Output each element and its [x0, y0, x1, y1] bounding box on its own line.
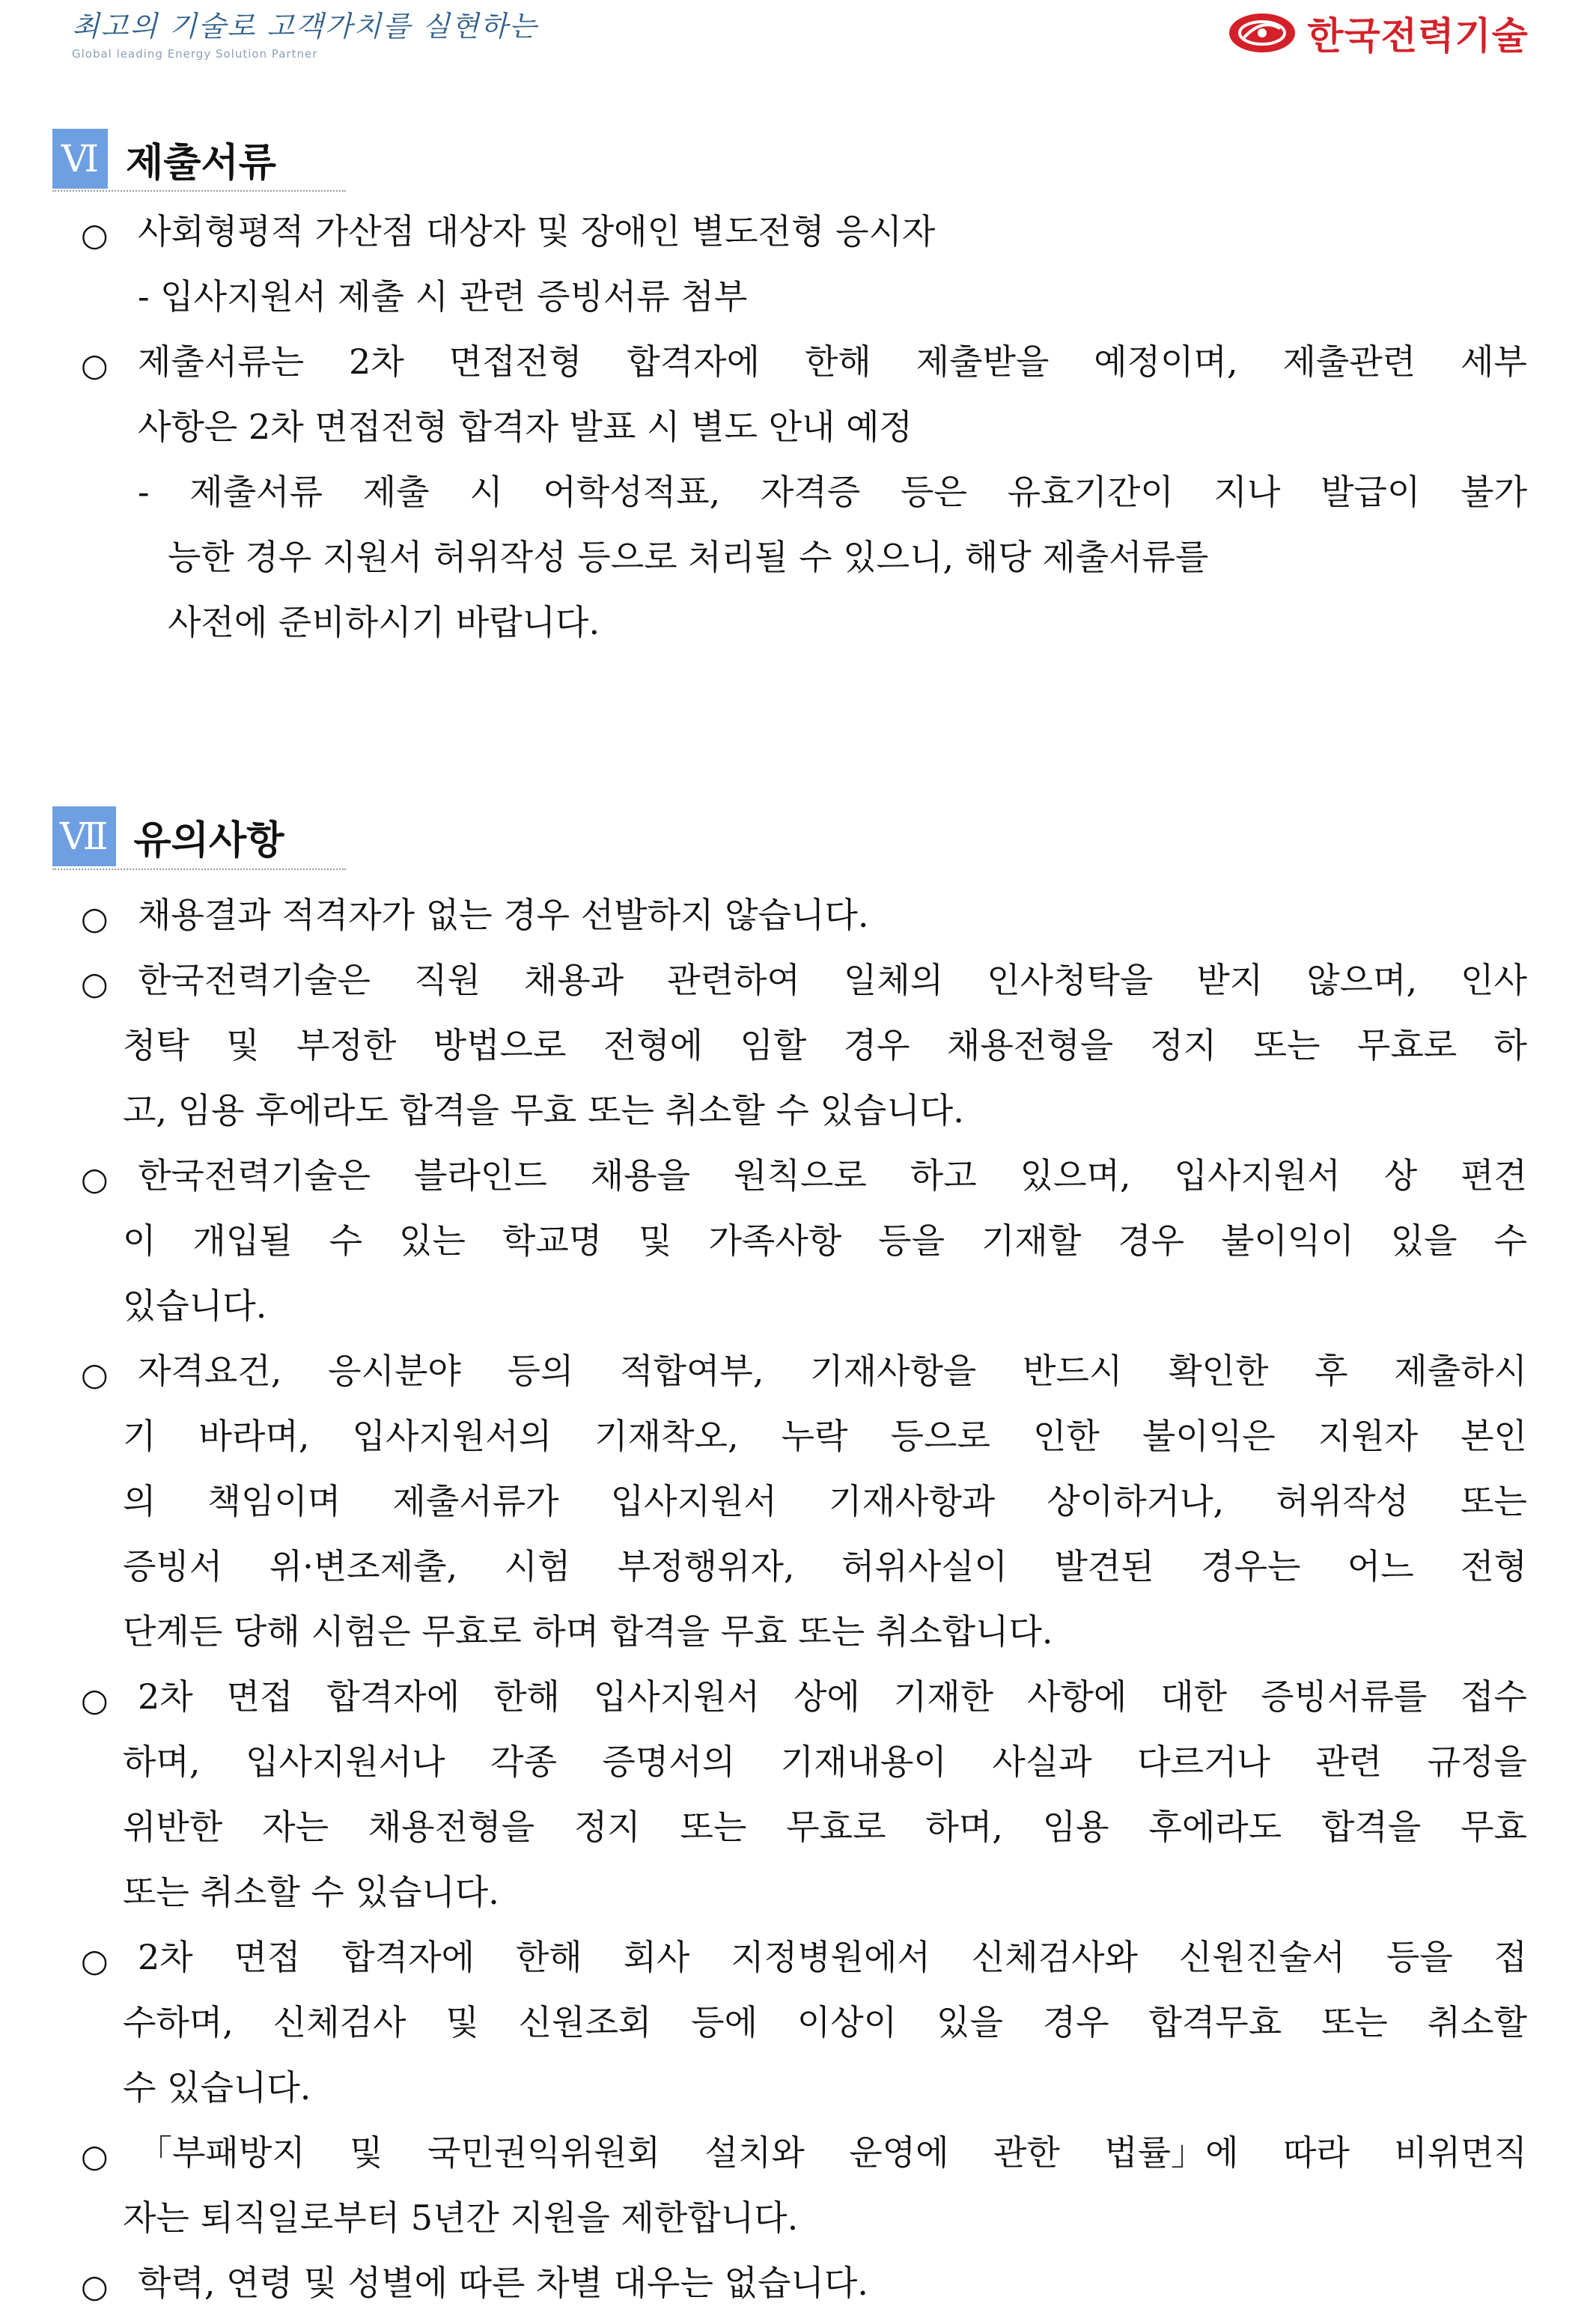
bullet-icon: ○ — [81, 2138, 109, 2174]
slogan-subtext: Global leading Energy Solution Partner — [72, 47, 318, 61]
slogan — [72, 3, 538, 61]
brand — [1228, 6, 1529, 60]
text-line: 또는 취소할 수 있습니다. — [123, 1872, 499, 1912]
text-line: 사항은 2차 면접전형 합격자 발표 시 별도 안내 예정 — [138, 407, 913, 447]
text-line: 있습니다. — [123, 1286, 267, 1326]
text-line: 수하며, 신체검사 및 신원조회 등에 이상이 있을 경우 합격무효 또는 취소할 — [123, 2002, 1527, 2042]
text-line: 한국전력기술은 직원 채용과 관련하여 일체의 인사청탁을 받지 않으며, 인사 — [138, 960, 1527, 1000]
section-heading-notes — [52, 806, 284, 866]
text-line: 2차 면접 합격자에 한해 입사지원서 상에 기재한 사항에 대한 증빙서류를 접수 — [138, 1676, 1527, 1717]
text-line: 자격요건, 응시분야 등의 적합여부, 기재사항을 반드시 확인한 후 제출하시 — [138, 1351, 1527, 1391]
bullet-icon: ○ — [81, 347, 109, 383]
section-heading-documents — [52, 129, 276, 189]
bullet-icon: ○ — [81, 1356, 109, 1393]
text-line: 채용결과 적격자가 없는 경우 선발하지 않습니다. — [138, 895, 869, 935]
text-line: 학력, 연령 및 성별에 따른 차별 대우는 없습니다. — [138, 2263, 868, 2303]
text-line: 위반한 자는 채용전형을 정지 또는 무효로 하며, 임용 후에라도 합격을 무효 — [123, 1807, 1527, 1847]
bullet-icon: ○ — [81, 1682, 109, 1718]
section-divider — [52, 190, 346, 192]
text-line: 「부패방지 및 국민권익위원회 설치와 운영에 관한 법률」에 따라 비위면직 — [138, 2132, 1527, 2173]
text-line: 의 책임이며 제출서류가 입사지원서 기재사항과 상이하거나, 허위작성 또는 — [123, 1481, 1527, 1521]
text-line: 제출서류는 2차 면접전형 합격자에 한해 제출받을 예정이며, 제출관련 세부 — [138, 341, 1527, 382]
text-line: 기 바라며, 입사지원서의 기재착오, 누락 등으로 인한 불이익은 지원자 본인 — [123, 1416, 1527, 1456]
kepco-logo-icon — [1228, 12, 1297, 54]
section-divider — [52, 869, 346, 870]
bullet-icon: ○ — [81, 216, 109, 253]
text-line: 단계든 당해 시험은 무효로 하며 합격을 무효 또는 취소합니다. — [123, 1611, 1053, 1652]
text-line: 한국전력기술은 블라인드 채용을 원칙으로 하고 있으며, 입사지원서 상 편견 — [138, 1155, 1527, 1196]
page-header — [0, 0, 1596, 67]
text-line: 사전에 준비하시기 바랍니다. — [168, 602, 600, 642]
bullet-icon: ○ — [81, 965, 109, 1002]
section-title: 유의사항 — [133, 818, 284, 863]
text-line: 고, 임용 후에라도 합격을 무효 또는 취소할 수 있습니다. — [123, 1090, 964, 1131]
text-line: 능한 경우 지원서 허위작성 등으로 처리될 수 있으니, 해당 제출서류를 — [168, 537, 1209, 577]
text-line: 이 개입될 수 있는 학교명 및 가족사항 등을 기재할 경우 불이익이 있을 수 — [123, 1220, 1527, 1261]
text-line: - 입사지원서 제출 시 관련 증빙서류 첨부 — [138, 276, 748, 317]
bullet-icon: ○ — [81, 1161, 109, 1197]
bullet-icon: ○ — [81, 2268, 109, 2305]
text-line: 수 있습니다. — [123, 2067, 311, 2108]
text-line: 자는 퇴직일로부터 5년간 지원을 제한합니다. — [123, 2197, 799, 2238]
section-number: Ⅵ — [52, 129, 108, 189]
text-line: 2차 면접 합격자에 한해 회사 지정병원에서 신체검사와 신원진술서 등을 접 — [138, 1937, 1527, 1977]
slogan-text: 최고의 기술로 고객가치를 실현하는 — [72, 10, 538, 43]
text-line: 하며, 입사지원서나 각종 증명서의 기재내용이 사실과 다르거나 관련 규정을 — [123, 1742, 1527, 1782]
bullet-icon: ○ — [81, 1942, 109, 1979]
section-title: 제출서류 — [126, 140, 276, 186]
text-line: - 제출서류 제출 시 어학성적표, 자격증 등은 유효기간이 지나 발급이 불가 — [138, 472, 1527, 512]
text-line: 증빙서 위·변조제출, 시험 부정행위자, 허위사실이 발견된 경우는 어느 전형 — [123, 1546, 1527, 1587]
section-number: Ⅶ — [52, 806, 116, 866]
text-line: 청탁 및 부정한 방법으로 전형에 임할 경우 채용전형을 정지 또는 무효로 하 — [123, 1025, 1527, 1065]
brand-name: 한국전력기술 — [1307, 14, 1529, 58]
text-line: 사회형평적 가산점 대상자 및 장애인 별도전형 응시자 — [138, 211, 936, 252]
bullet-icon: ○ — [81, 900, 109, 937]
